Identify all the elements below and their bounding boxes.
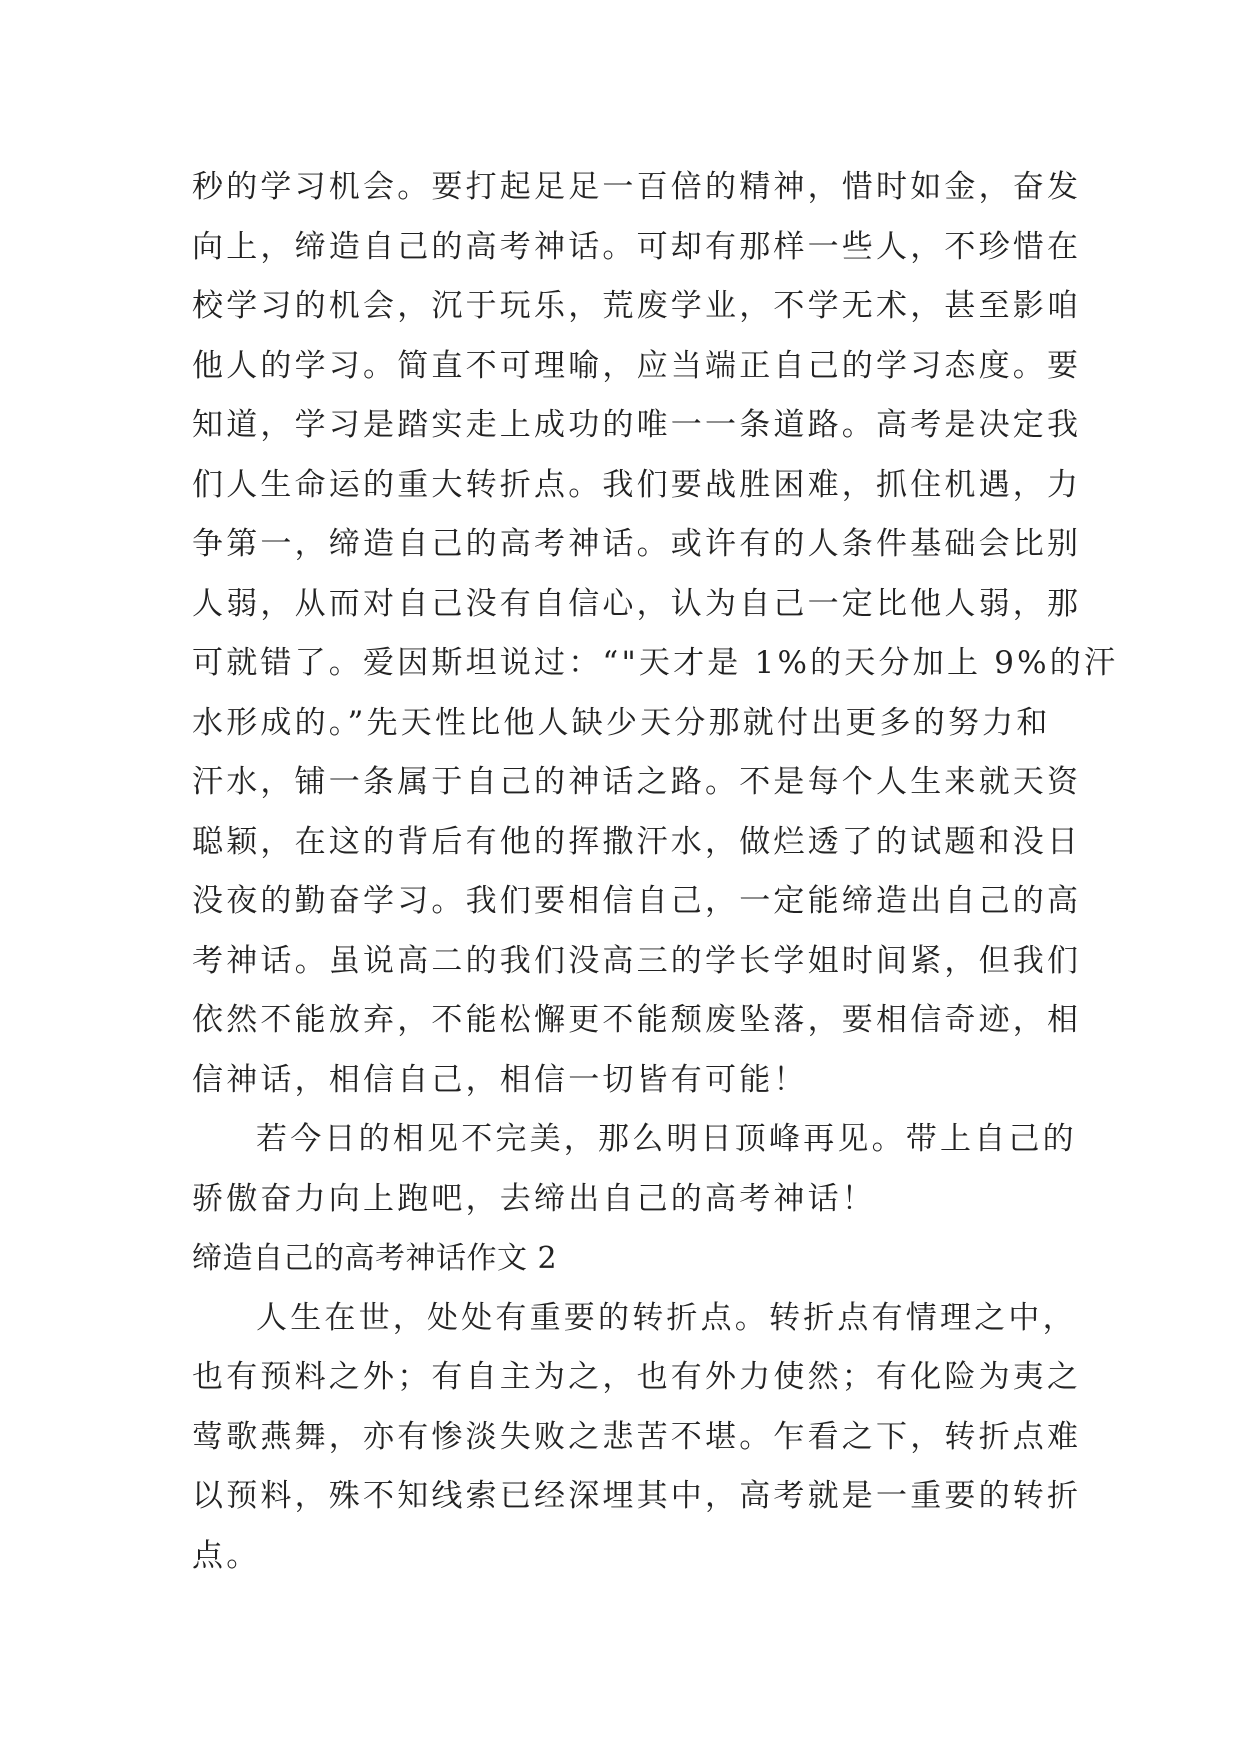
paragraph-3 [192,1289,1082,1587]
text-line: 汗水，铺一条属于自己的神话之路。不是每个人生来就天资 [192,764,1082,800]
text-line: 莺歌燕舞，亦有惨淡失败之悲苦不堪。乍看之下，转折点难 [192,1418,1082,1455]
text-line: 校学习的机会，沉于玩乐，荒废学业，不学无术，甚至影咱 [192,288,1082,324]
text-line: 骄傲奋力向上跑吧，去缔出自己的高考神话！ [192,1180,876,1217]
text-line: 知道，学习是踏实走上成功的唯一一条道路。高考是决定我 [192,407,1082,443]
text-line: 他人的学习。简直不可理喻，应当端正自己的学习态度。要 [192,347,1082,384]
text-line: 依然不能放弃，不能松懈更不能颓废坠落，要相信奇迹，相 [192,1002,1082,1038]
text-line: 们人生命运的重大转折点。我们要战胜困难，抓住机遇，力 [192,466,1082,503]
text-line: 信神话，相信自己，相信一切皆有可能！ [192,1061,808,1098]
text-line: 考神话。虽说高二的我们没高三的学长学姐时间紧，但我们 [192,942,1082,979]
text-line: 没夜的勤奋学习。我们要相信自己，一定能缔造出自己的高 [192,883,1082,919]
section-heading: 缔造自己的高考神话作文 2 [192,1241,558,1276]
paragraph-2 [192,1110,1077,1229]
document-body [192,158,1119,1586]
paragraph-1 [192,158,1119,1110]
text-line: 以预料，殊不知线索已经深埋其中，高考就是一重要的转折 [192,1478,1082,1514]
text-line: 人生在世，处处有重要的转折点。转折点有情理之中， [256,1299,1077,1336]
text-line: 人弱，从而对自己没有自信心，认为自己一定比他人弱，那 [192,585,1082,622]
text-line: 聪颖，在这的背后有他的挥撒汗水，做烂透了的试题和没日 [192,823,1082,860]
text-line: 水形成的。”先天性比他人缺少天分那就付出更多的努力和 [192,704,1051,741]
text-line: 也有预料之外；有自主为之，也有外力使然；有化险为夷之 [192,1359,1082,1395]
text-line: 争第一，缔造自己的高考神话。或许有的人条件基础会比别 [192,526,1082,562]
text-line: 点。 [192,1537,261,1574]
text-line: 若今日的相见不完美，那么明日顶峰再见。带上自己的 [256,1121,1077,1157]
text-line: 向上，缔造自己的高考神话。可却有那样一些人，不珍惜在 [192,228,1082,265]
text-line: 可就错了。爱因斯坦说过：“"天才是 1%的天分加上 9%的汗 [192,645,1119,681]
text-line: 秒的学习机会。要打起足足一百倍的精神，惜时如金，奋发 [192,169,1082,205]
